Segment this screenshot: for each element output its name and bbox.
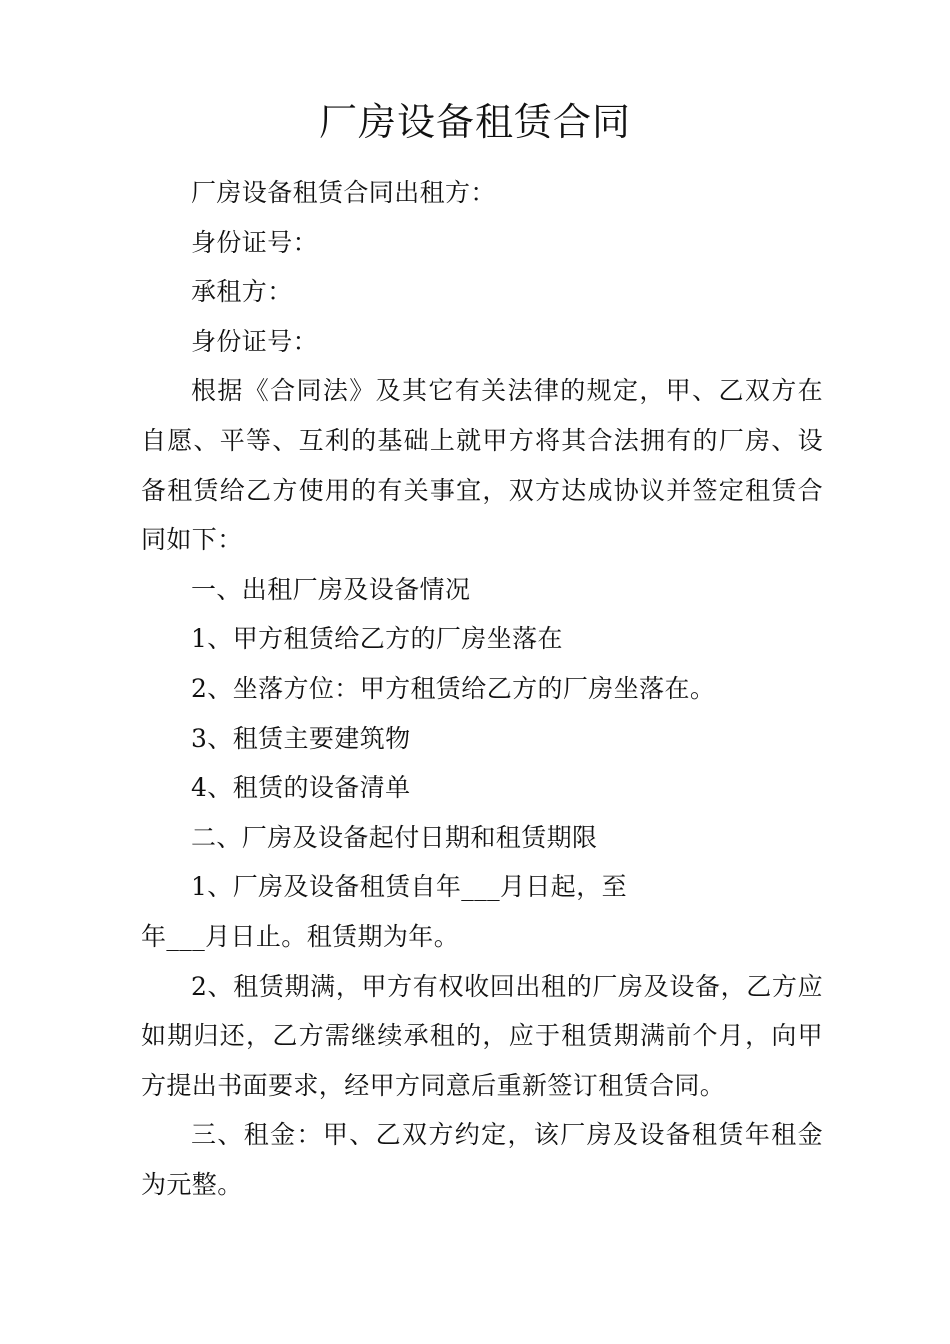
clause-1-2: 2、坐落方位：甲方租赁给乙方的厂房坐落在。 — [191, 673, 716, 703]
clause-1-1: 1、甲方租赁给乙方的厂房坐落在 — [191, 624, 563, 654]
clause-2-1-end: 年___月日止。租赁期为年。 — [141, 921, 460, 951]
section-3-rent: 三、租金：甲、乙双方约定，该厂房及设备租赁年租金为元整。 — [141, 1120, 823, 1199]
clause-2-2: 2、租赁期满，甲方有权收回出租的厂房及设备，乙方应如期归还，乙方需继续承租的，应于租赁期满前个月，向甲方提出书面要求，经甲方同意后重新签订租赁合同。 — [141, 971, 823, 1100]
lessor-id-line: 身份证号： — [191, 227, 319, 257]
lessee-line: 承租方： — [191, 277, 293, 307]
lessor-line: 厂房设备租赁合同出租方： — [191, 178, 496, 207]
document-body — [141, 168, 823, 1209]
clause-1-3: 3、租赁主要建筑物 — [191, 723, 411, 753]
lessee-id-line: 身份证号： — [191, 326, 319, 356]
section-heading-1: 一、出租厂房及设备情况 — [191, 574, 471, 604]
clause-2-1-start: 1、厂房及设备租赁自年___月日起，至 — [191, 872, 628, 902]
section-heading-2: 二、厂房及设备起付日期和租赁期限 — [191, 822, 598, 852]
clause-1-4: 4、租赁的设备清单 — [191, 773, 411, 803]
preamble-paragraph: 根据《合同法》及其它有关法律的规定，甲、乙双方在自愿、平等、互利的基础上就甲方将其合法拥有的厂房、设备租赁给乙方使用的有关事宜，双方达成协议并签定租赁合同如下： — [141, 376, 823, 555]
document-title: 厂房设备租赁合同 — [318, 100, 631, 144]
